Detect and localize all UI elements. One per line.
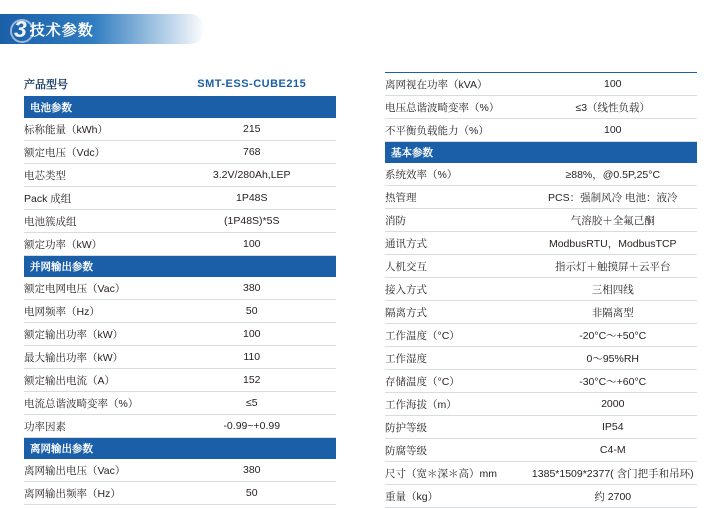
row-value: 50 <box>245 487 258 499</box>
row-value: 气溶胶＋全氟己酮 <box>570 214 655 227</box>
row-value: 100 <box>603 124 622 136</box>
row-label: 标称能量（kWh） <box>24 123 108 136</box>
row-value: 指示灯＋触摸屏＋云平台 <box>555 260 671 273</box>
row-label: 离网输出电压（Vac） <box>24 464 126 477</box>
row-label: 额定输出功率（kW） <box>24 328 124 341</box>
row-label: 热管理 <box>385 191 417 204</box>
table-row <box>385 370 697 393</box>
row-label: 存储温度（°C） <box>385 375 460 388</box>
row-label: 电芯类型 <box>24 169 66 182</box>
row-label: 接入方式 <box>385 283 427 296</box>
row-label: 额定输出电流（A） <box>24 374 116 387</box>
table-row <box>24 369 336 392</box>
table-row <box>24 164 336 187</box>
table-row <box>385 324 697 347</box>
product-model-value: SMT-ESS-CUBE215 <box>197 78 307 90</box>
row-value: ≥88%，@0.5P,25°C <box>565 168 661 181</box>
table-row <box>385 347 697 370</box>
section-banner <box>0 14 205 44</box>
section-header-offgrid-output <box>24 438 336 460</box>
table-row <box>385 73 697 96</box>
table-row <box>385 393 697 416</box>
table-row-product-model <box>24 72 336 97</box>
right-spec-table <box>385 72 697 508</box>
row-value: 152 <box>242 374 261 386</box>
row-value: 380 <box>242 464 261 476</box>
table-row <box>24 323 336 346</box>
row-value: 约 2700 <box>594 490 632 503</box>
row-value: 100 <box>242 238 261 250</box>
row-value: -20°C～+50°C <box>579 329 647 342</box>
row-label: 功率因素 <box>24 420 66 433</box>
row-value: -30°C～+60°C <box>579 375 647 388</box>
row-value: 110 <box>243 351 261 363</box>
row-label: 工作海拔（m） <box>385 398 457 411</box>
row-value: 1385*1509*2377( 含门把手和吊环) <box>531 467 694 480</box>
banner-title: 技术参数 <box>29 21 94 39</box>
row-value: (1P48S)*5S <box>224 215 280 227</box>
row-label: 电压总谐波畸变率（%） <box>385 101 500 114</box>
section-header-offgrid-output-label: 离网输出参数 <box>24 438 336 460</box>
table-row <box>385 119 697 142</box>
row-label: 电网频率（Hz） <box>24 305 100 318</box>
section-header-battery <box>24 97 336 119</box>
table-row <box>385 301 697 324</box>
row-value: 2000 <box>601 398 625 410</box>
section-header-grid-output-label: 并网输出参数 <box>24 256 336 278</box>
table-row <box>24 187 336 210</box>
table-row <box>385 209 697 232</box>
row-value: PCS：强制风冷 电池：液冷 <box>548 191 678 204</box>
table-row <box>24 392 336 415</box>
section-header-basic <box>385 142 697 164</box>
row-label: 消防 <box>385 214 406 227</box>
row-label: 重量（kg） <box>385 490 439 503</box>
row-value: ≤5 <box>245 397 258 409</box>
table-row <box>24 415 336 438</box>
row-label: 额定功率（kW） <box>24 238 103 251</box>
banner-number: 3 <box>14 15 26 42</box>
row-label: 隔离方式 <box>385 306 427 319</box>
table-row <box>24 141 336 164</box>
table-row <box>24 459 336 482</box>
row-value: 100 <box>242 328 261 340</box>
row-value: 380 <box>242 282 261 294</box>
row-value: 非隔离型 <box>591 306 634 319</box>
row-label: 防腐等级 <box>385 444 427 457</box>
row-label: 工作温度（°C） <box>385 329 460 342</box>
row-label: 防护等级 <box>385 421 427 434</box>
row-value: ≤3（线性负载） <box>575 101 651 114</box>
row-value: 100 <box>603 78 622 90</box>
row-label: 人机交互 <box>385 260 427 273</box>
table-row <box>24 300 336 323</box>
row-value: 3.2V/280Ah,LEP <box>212 169 291 181</box>
section-header-battery-label: 电池参数 <box>24 97 336 119</box>
left-spec-column <box>24 72 336 505</box>
row-value: 50 <box>245 305 258 317</box>
section-header-grid-output <box>24 256 336 278</box>
row-label: Pack 成组 <box>24 192 72 205</box>
table-row <box>24 233 336 256</box>
table-row <box>385 439 697 462</box>
row-label: 通讯方式 <box>385 237 427 250</box>
row-label: 额定电压（Vdc） <box>24 146 106 159</box>
row-label: 离网视在功率（kVA） <box>385 78 488 91</box>
row-label: 最大输出功率（kW） <box>24 351 124 364</box>
table-row <box>24 118 336 141</box>
row-value: 0～95%RH <box>586 352 640 365</box>
row-label: 系统效率（%） <box>385 168 458 181</box>
row-value: IP54 <box>601 421 624 433</box>
table-row <box>24 210 336 233</box>
row-value: ModbusRTU，ModbusTCP <box>548 237 677 250</box>
row-value: 215 <box>242 123 261 135</box>
table-row <box>385 186 697 209</box>
right-spec-column <box>385 72 697 508</box>
table-row <box>385 278 697 301</box>
row-value: 768 <box>242 146 261 158</box>
row-label: 工作湿度 <box>385 352 427 365</box>
row-label: 尺寸（宽＊深＊高）mm <box>385 467 497 480</box>
table-row <box>24 482 336 505</box>
table-row <box>24 346 336 369</box>
table-row <box>385 485 697 508</box>
row-label: 电流总谐波畸变率（%） <box>24 397 139 410</box>
row-value: -0.99~+0.99 <box>223 420 281 432</box>
section-header-basic-label: 基本参数 <box>385 142 697 164</box>
table-row <box>385 255 697 278</box>
table-row <box>385 232 697 255</box>
table-row <box>385 96 697 119</box>
row-value: 三相四线 <box>591 283 634 296</box>
row-value: 1P48S <box>235 192 268 204</box>
table-row <box>385 163 697 186</box>
product-model-label: 产品型号 <box>24 79 68 91</box>
row-label: 电池簇成组 <box>24 215 77 228</box>
row-value: C4-M <box>599 444 626 456</box>
table-row <box>385 416 697 439</box>
table-row <box>24 277 336 300</box>
table-row <box>385 462 697 485</box>
row-label: 额定电网电压（Vac） <box>24 282 126 295</box>
row-label: 不平衡负载能力（%） <box>385 124 489 137</box>
left-spec-table <box>24 72 336 505</box>
row-label: 离网输出频率（Hz） <box>24 487 121 500</box>
